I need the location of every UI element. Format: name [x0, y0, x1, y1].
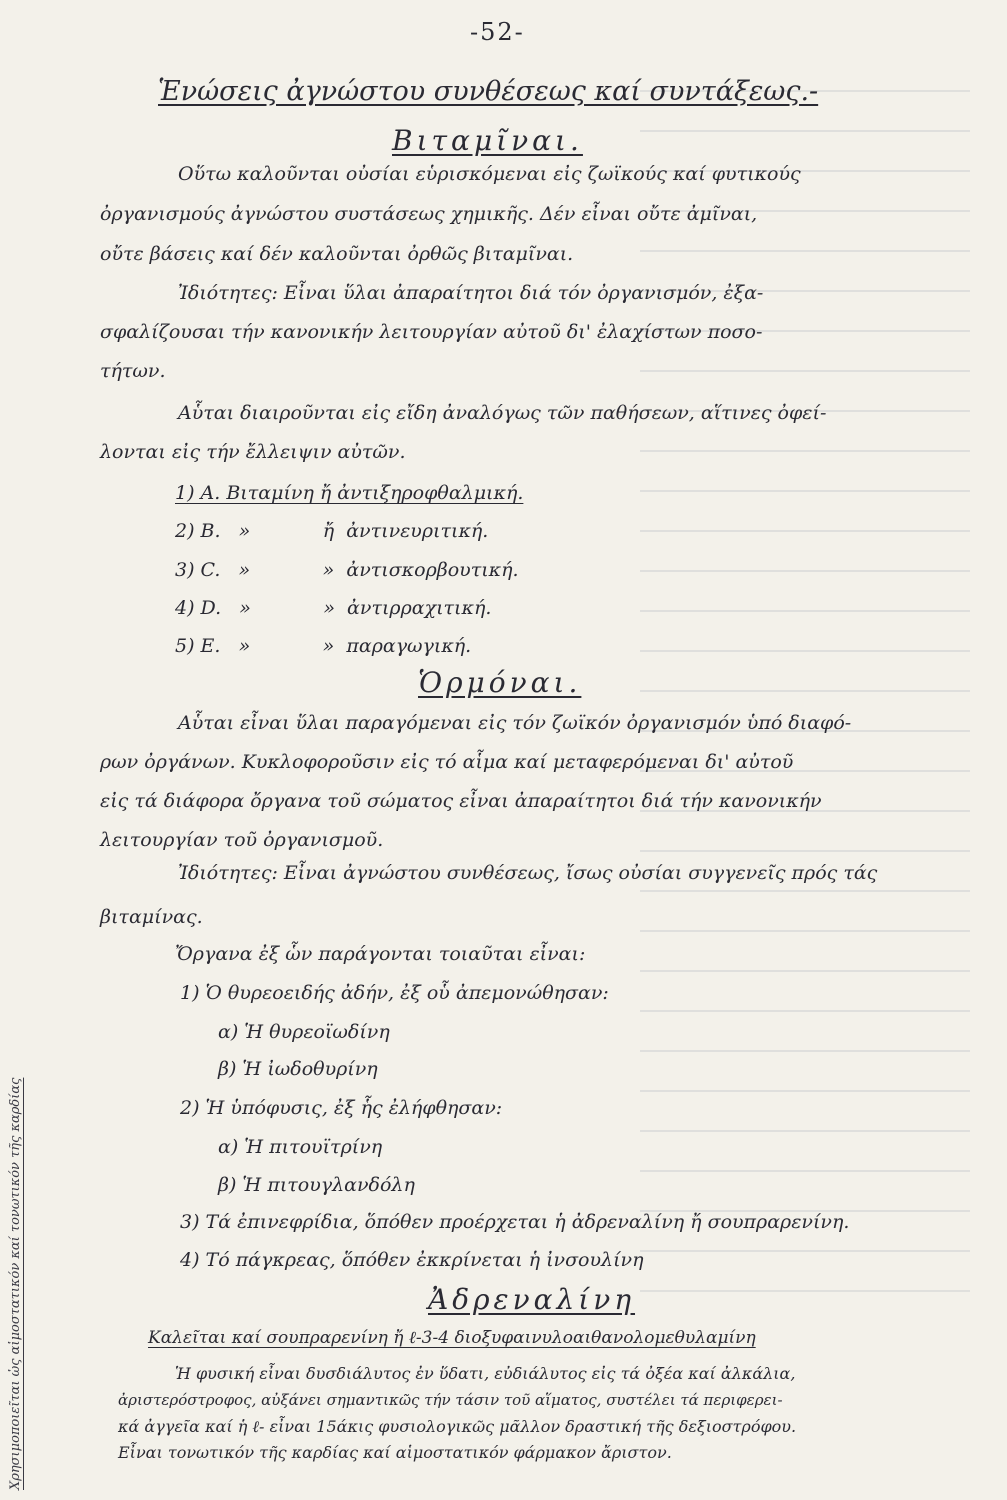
vitamin-list-item: 1) Α. Βιταμίνη ἤ ἀντιξηροφθαλμική.: [175, 482, 524, 504]
paragraph-line: τήτων.: [100, 360, 166, 382]
paragraph-line: Οὕτω καλοῦνται οὐσίαι εὑρισκόμεναι εἰς ζωϊκούς καί φυτικούς: [178, 163, 801, 185]
organ-subitem: α) Ἡ θυρεοϊωδίνη: [218, 1021, 390, 1043]
paragraph-line: ρων ὀργάνων. Κυκλοφοροῦσιν εἰς τό αἷμα καί μεταφερόμεναι δι' αὐτοῦ: [100, 751, 794, 773]
paragraph-line: λειτουργίαν τοῦ ὀργανισμοῦ.: [100, 829, 384, 851]
side-note: Χρησιμοποιεῖται ὡς αἱμοστατικόν καί τονωτικόν τῆς καρδίας: [8, 1077, 23, 1490]
paragraph-line: κά ἀγγεῖα καί ἡ ℓ- εἶναι 15άκις φυσιολογικῶς μᾶλλον δραστική τῆς δεξιοστρόφου.: [118, 1417, 797, 1436]
organ-subitem: β) Ἡ ἰωδοθυρίνη: [218, 1058, 378, 1080]
paragraph-line: Ἰδιότητες: Εἶναι ἀγνώστου συνθέσεως, ἴσως οὐσίαι συγγενεῖς πρός τάς: [178, 862, 878, 884]
vitamin-list-item: 3) C. » » ἀντισκορβουτική.: [175, 559, 519, 581]
paragraph-line: βιταμίνας.: [100, 906, 203, 928]
organ-item: 3) Τά ἐπινεφρίδια, ὅπόθεν προέρχεται ἡ ἀδρεναλίνη ἤ σουπραρενίνη.: [180, 1211, 850, 1233]
paragraph-line: ἀριστερόστροφος, αὐξάνει σημαντικῶς τήν τάσιν τοῦ αἵματος, συστέλει τά περιφερει-: [118, 1391, 783, 1409]
page-number: -52-: [470, 18, 525, 46]
adrenaline-heading: Ἀδρεναλίνη: [428, 1283, 636, 1316]
vitamins-heading: Βιταμῖναι.: [392, 124, 583, 157]
organ-item: 4) Τό πάγκρεας, ὅπόθεν ἐκκρίνεται ἡ ἰνσουλίνη: [180, 1249, 644, 1271]
paragraph-line: οὔτε βάσεις καί δέν καλοῦνται ὀρθῶς βιταμῖναι.: [100, 243, 574, 265]
organs-intro: Ὄργανα ἐξ ὧν παράγονται τοιαῦται εἶναι:: [175, 943, 586, 965]
section-title: Ἑνώσεις ἀγνώστου συνθέσεως καί συντάξεως.-: [158, 76, 819, 107]
paragraph-line: σφαλίζουσαι τήν κανονικήν λειτουργίαν αὐτοῦ δι' ἐλαχίστων ποσο-: [100, 321, 763, 343]
vitamin-list-item: 2) Β. » ἤ ἀντινευριτική.: [175, 520, 489, 542]
paragraph-line: εἰς τά διάφορα ὄργανα τοῦ σώματος εἶναι ἀπαραίτητοι διά τήν κανονικήν: [100, 790, 822, 812]
paragraph-line: Εἶναι τονωτικόν τῆς καρδίας καί αἱμοστατικόν φάρμακον ἄριστον.: [118, 1443, 672, 1462]
paragraph-line: Αὗται διαιροῦνται εἰς εἴδη ἀναλόγως τῶν παθήσεων, αἵτινες ὀφεί-: [178, 402, 827, 424]
paragraph-line: λονται εἰς τήν ἔλλειψιν αὐτῶν.: [100, 441, 406, 463]
organ-subitem: α) Ἡ πιτουϊτρίνη: [218, 1136, 383, 1158]
organ-subitem: β) Ἡ πιτουγλανδόλη: [218, 1174, 415, 1196]
paragraph-line: ὀργανισμούς ἀγνώστου συστάσεως χημικῆς. Δέν εἶναι οὔτε ἀμῖναι,: [100, 203, 758, 225]
organ-item: 2) Ἡ ὑπόφυσις, ἐξ ἧς ἐλήφθησαν:: [180, 1097, 503, 1119]
paragraph-line: Ἡ φυσική εἶναι δυσδιάλυτος ἐν ὕδατι, εὐδιάλυτος εἰς τά ὀξέα καί ἀλκάλια,: [175, 1364, 796, 1383]
vitamin-list-item: 5) Ε. » » παραγωγική.: [175, 635, 472, 657]
adrenaline-subtitle: Καλεῖται καί σουπραρενίνη ἤ ℓ-3-4 διοξυφαινυλοαιθανολομεθυλαμίνη: [148, 1328, 756, 1348]
vitamin-list-item: 4) D. » » ἀντιρραχιτική.: [175, 597, 492, 619]
bleed-through-lines: [640, 90, 970, 1330]
organ-item: 1) Ὁ θυρεοειδής ἀδήν, ἐξ οὗ ἀπεμονώθησαν:: [180, 982, 609, 1004]
paragraph-line: Αὗται εἶναι ὕλαι παραγόμεναι εἰς τόν ζωϊκόν ὀργανισμόν ὑπό διαφό-: [178, 712, 852, 734]
hormones-heading: Ὁρμόναι.: [418, 666, 582, 699]
paragraph-line: Ἰδιότητες: Εἶναι ὕλαι ἀπαραίτητοι διά τόν ὀργανισμόν, ἐξα-: [178, 282, 764, 304]
